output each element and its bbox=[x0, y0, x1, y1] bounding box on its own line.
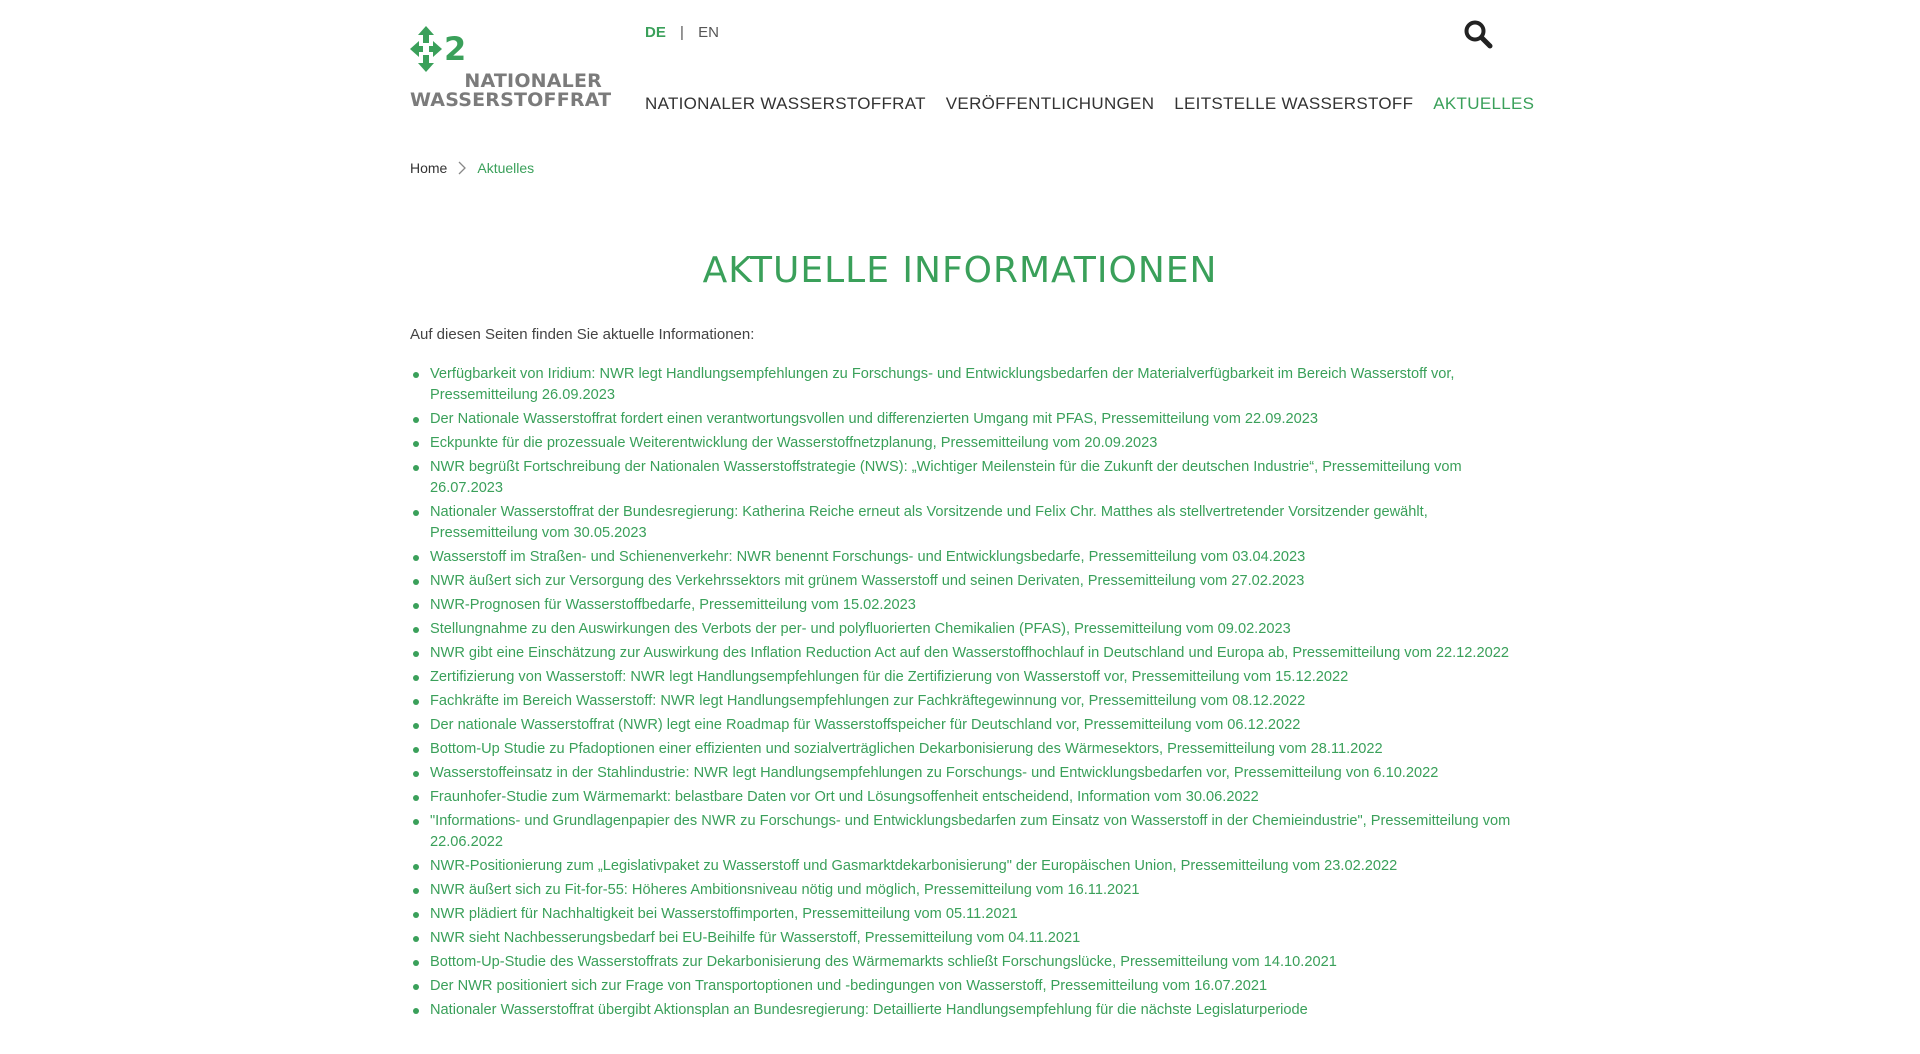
list-item bbox=[410, 856, 1520, 877]
page-title: AKTUELLE INFORMATIONEN bbox=[702, 250, 1218, 291]
news-link[interactable]: Der NWR positioniert sich zur Frage von Transportoptionen und -bedingungen von Wasserstoff, Pressemitteilung vom 16.07.2021 bbox=[430, 978, 1268, 994]
list-item bbox=[410, 976, 1520, 997]
news-link[interactable]: Der nationale Wasserstoffrat (NWR) legt eine Roadmap für Wasserstoffspeicher für Deutschland vor, Pressemitteilung vom 06.12.2022 bbox=[430, 717, 1301, 733]
news-list bbox=[410, 364, 1520, 1024]
news-link[interactable]: NWR-Positionierung zum „Legislativpaket zu Wasserstoff und Gasmarktdekarbonisierung" der Europäischen Union, Pressemitteilung vom 23.02.2022 bbox=[430, 858, 1398, 874]
list-item bbox=[410, 763, 1520, 784]
logo-line1: NATIONALER bbox=[464, 70, 602, 92]
news-link[interactable]: Wasserstoffeinsatz in der Stahlindustrie: NWR legt Handlungsempfehlungen zu Forschungs- und Entwicklungsbedarfen vor, Pressemitteilung von 6.10.2022 bbox=[430, 765, 1439, 781]
list-item bbox=[410, 667, 1520, 688]
list-item bbox=[410, 364, 1520, 406]
list-item bbox=[410, 547, 1520, 568]
list-item bbox=[410, 811, 1520, 853]
list-item bbox=[410, 502, 1520, 544]
list-item bbox=[410, 409, 1520, 430]
news-link[interactable]: NWR gibt eine Einschätzung zur Auswirkung des Inflation Reduction Act auf den Wasserstoffhochlauf in Deutschland und Europa ab, Pressemitteilung vom 22.12.2022 bbox=[430, 645, 1509, 661]
breadcrumb-home-link[interactable]: Home bbox=[410, 160, 448, 176]
list-item bbox=[410, 715, 1520, 736]
news-link[interactable]: Bottom-Up-Studie des Wasserstoffrats zur Dekarbonisierung des Wärmemarkts schließt Forschungslücke, Pressemitteilung vom 14.10.2021 bbox=[430, 954, 1337, 970]
news-link[interactable]: Der Nationale Wasserstoffrat fordert einen verantwortungsvollen und differenzierten Umgang mit PFAS, Pressemitteilung vom 22.09.2023 bbox=[430, 411, 1318, 427]
news-link[interactable]: NWR sieht Nachbesserungsbedarf bei EU-Beihilfe für Wasserstoff, Pressemitteilung vom 04.11.2021 bbox=[430, 930, 1081, 946]
news-link[interactable]: NWR äußert sich zur Versorgung des Verkehrssektors mit grünem Wasserstoff und seinen Derivaten, Pressemitteilung vom 27.02.2023 bbox=[430, 573, 1305, 589]
list-item bbox=[410, 643, 1520, 664]
breadcrumb-current: Aktuelles bbox=[477, 160, 535, 176]
news-link[interactable]: Bottom-Up Studie zu Pfadoptionen einer effizienten und sozialverträglichen Dekarbonisierung des Wärmesektors, Pressemitteilung vom 28.11.2022 bbox=[430, 741, 1383, 757]
logo-text bbox=[410, 70, 612, 111]
list-item bbox=[410, 457, 1520, 499]
news-link[interactable]: Fachkräfte im Bereich Wasserstoff: NWR legt Handlungsempfehlungen zur Fachkräftegewinnung vor, Pressemitteilung vom 08.12.2022 bbox=[430, 693, 1306, 709]
logo-line2: WASSERSTOFFRAT bbox=[410, 89, 612, 111]
main-navigation bbox=[645, 94, 1534, 114]
lang-en-link[interactable]: EN bbox=[698, 24, 719, 41]
search-icon bbox=[1463, 19, 1493, 49]
chevron-right-icon bbox=[457, 161, 467, 175]
lang-separator: | bbox=[680, 24, 684, 41]
list-item bbox=[410, 1000, 1520, 1021]
news-link[interactable]: Nationaler Wasserstoffrat übergibt Aktionsplan an Bundesregierung: Detaillierte Handlungsempfehlung für die nächste Legislaturperiode bbox=[430, 1002, 1308, 1018]
news-link[interactable]: "Informations- und Grundlagenpapier des NWR zu Forschungs- und Entwicklungsbedarfen zum Einsatz von Wasserstoff in der Chemieindustrie", Pressemitteilung vom 22.06.2022 bbox=[430, 813, 1511, 850]
news-link[interactable]: Zertifizierung von Wasserstoff: NWR legt Handlungsempfehlungen für die Zertifizierung von Wasserstoff vor, Pressemitteilung vom 15.12.2022 bbox=[430, 669, 1349, 685]
list-item bbox=[410, 433, 1520, 454]
list-item bbox=[410, 691, 1520, 712]
nav-item-aktuelles[interactable]: AKTUELLES bbox=[1433, 94, 1535, 113]
news-link[interactable]: NWR plädiert für Nachhaltigkeit bei Wasserstoffimporten, Pressemitteilung vom 05.11.2021 bbox=[430, 906, 1018, 922]
news-link[interactable]: Nationaler Wasserstoffrat der Bundesregierung: Katherina Reiche erneut als Vorsitzende und Felix Chr. Matthes als stellvertretender Vorsitzender gewählt, Pressemitteilung vom 30.05.2023 bbox=[430, 504, 1428, 541]
list-item bbox=[410, 595, 1520, 616]
list-item bbox=[410, 739, 1520, 760]
news-link[interactable]: Fraunhofer-Studie zum Wärmemarkt: belastbare Daten vor Ort und Lösungsoffenheit entscheidend, Information vom 30.06.2022 bbox=[430, 789, 1259, 805]
logo-mark-text: 2 bbox=[444, 30, 467, 68]
search-button[interactable] bbox=[1463, 19, 1493, 49]
list-item bbox=[410, 571, 1520, 592]
nav-item-leitstelle-wasserstoff[interactable]: LEITSTELLE WASSERSTOFF bbox=[1174, 94, 1414, 113]
news-link[interactable]: Wasserstoff im Straßen- und Schienenverkehr: NWR benennt Forschungs- und Entwicklungsbedarfe, Pressemitteilung vom 03.04.2023 bbox=[430, 549, 1306, 565]
list-item bbox=[410, 880, 1520, 901]
news-link[interactable]: Stellungnahme zu den Auswirkungen des Verbots der per- und polyfluorierten Chemikalien (PFAS), Pressemitteilung vom 09.02.2023 bbox=[430, 621, 1291, 637]
list-item bbox=[410, 928, 1520, 949]
breadcrumb bbox=[410, 160, 534, 176]
intro-text: Auf diesen Seiten finden Sie aktuelle Informationen: bbox=[410, 326, 755, 343]
lang-de-link[interactable]: DE bbox=[645, 24, 666, 41]
news-link[interactable]: Verfügbarkeit von Iridium: NWR legt Handlungsempfehlungen zu Forschungs- und Entwicklungsbedarfen der Materialverfügbarkeit im Bereich Wasserstoff vor, Pressemitteilung 26.09.2023 bbox=[430, 366, 1455, 403]
news-link[interactable]: NWR-Prognosen für Wasserstoffbedarfe, Pressemitteilung vom 15.02.2023 bbox=[430, 597, 916, 613]
language-switch bbox=[645, 24, 719, 41]
news-link[interactable]: NWR begrüßt Fortschreibung der Nationalen Wasserstoffstrategie (NWS): „Wichtiger Meilenstein für die Zukunft der deutschen Industrie“, Pressemitteilung vom 26.07.2023 bbox=[430, 459, 1462, 496]
list-item bbox=[410, 952, 1520, 973]
nwr-logo[interactable] bbox=[410, 26, 610, 116]
list-item bbox=[410, 787, 1520, 808]
nav-item-nationaler-wasserstoffrat[interactable]: NATIONALER WASSERSTOFFRAT bbox=[645, 94, 926, 113]
nav-item-veroeffentlichungen[interactable]: VERÖFFENTLICHUNGEN bbox=[945, 94, 1155, 113]
news-link[interactable]: Eckpunkte für die prozessuale Weiterentwicklung der Wasserstoffnetzplanung, Pressemitteilung vom 20.09.2023 bbox=[430, 435, 1158, 451]
list-item bbox=[410, 904, 1520, 925]
list-item bbox=[410, 619, 1520, 640]
news-link[interactable]: NWR äußert sich zu Fit-for-55: Höheres Ambitionsniveau nötig und möglich, Pressemitteilung vom 16.11.2021 bbox=[430, 882, 1140, 898]
